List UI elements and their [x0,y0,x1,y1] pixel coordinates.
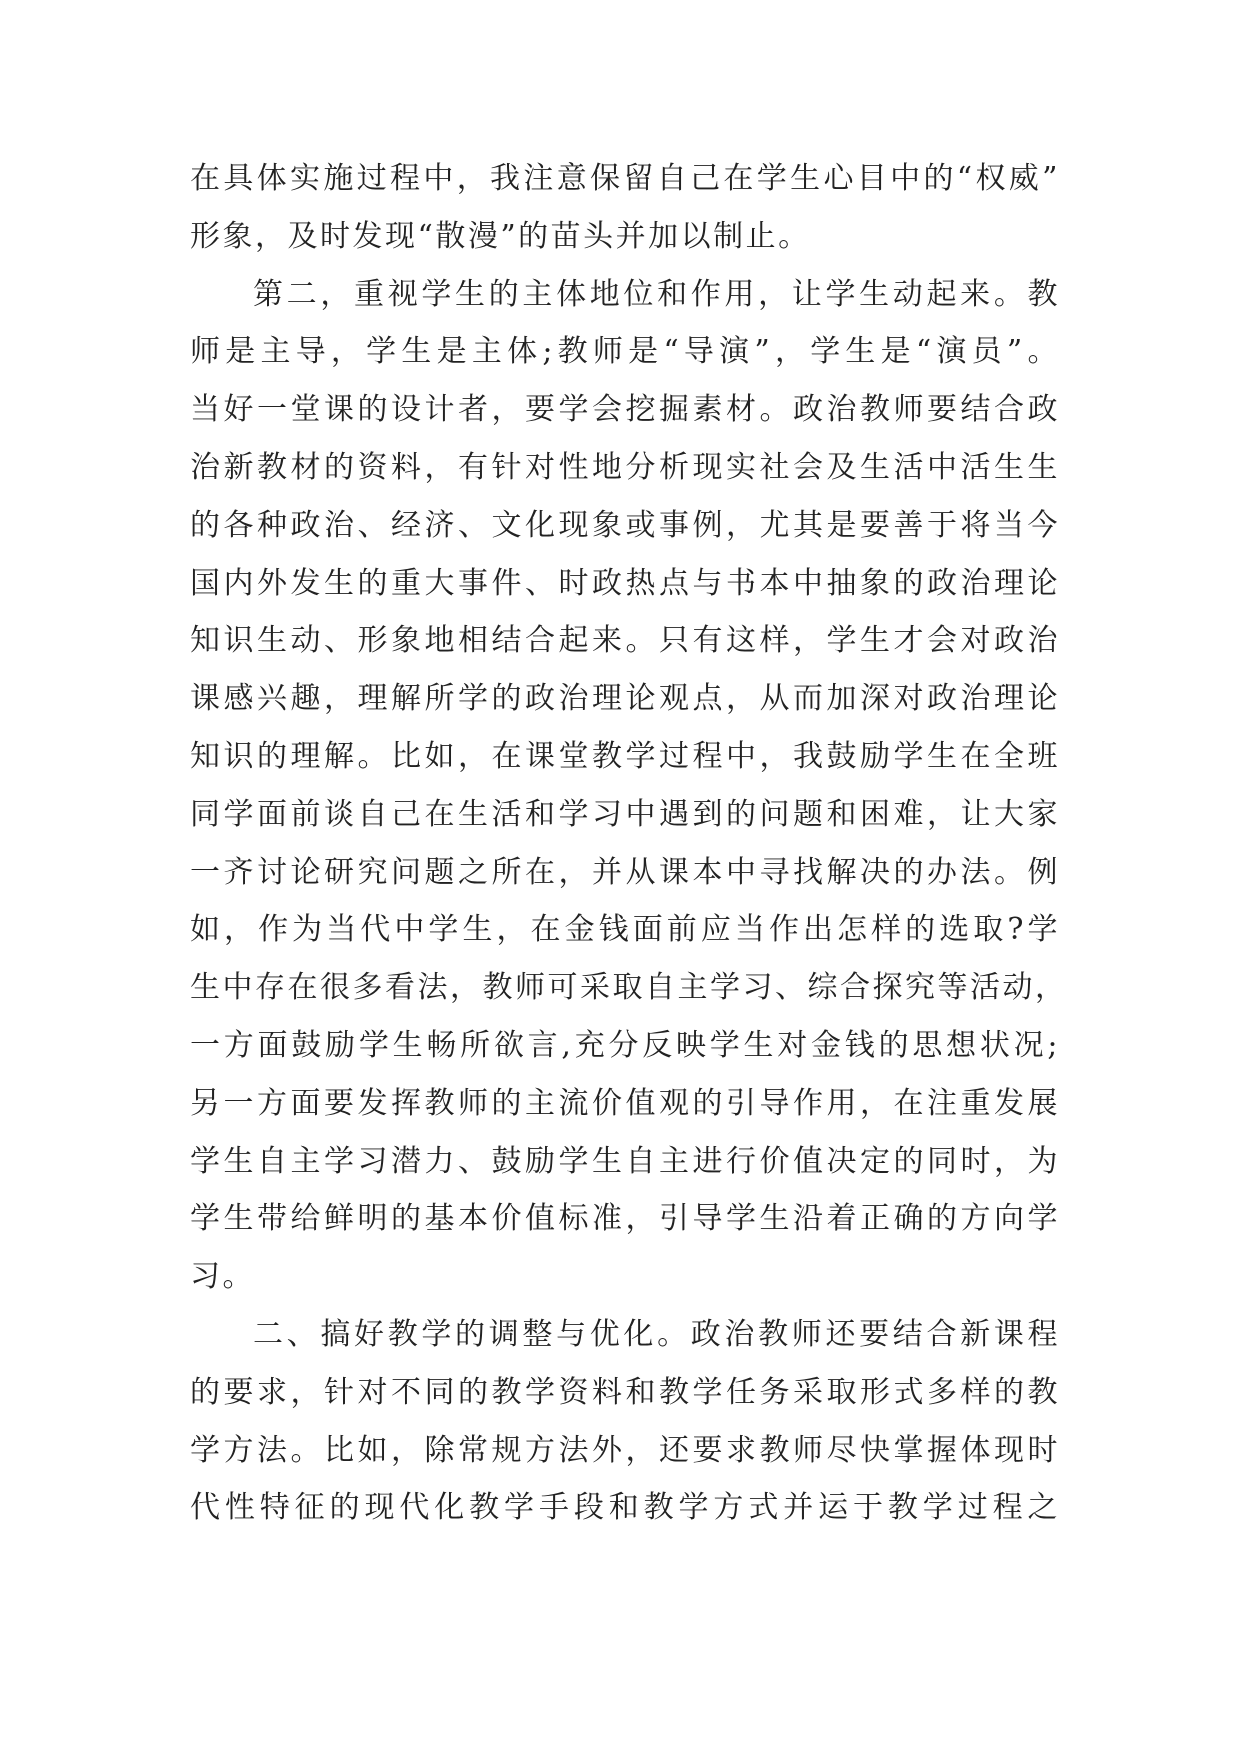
text-line: 的各种政治、经济、文化现象或事例，尤其是要善于将当今 [190,507,1060,543]
text-line: 一方面鼓励学生畅所欲言,充分反映学生对金钱的思想状况; [190,1027,1060,1063]
text-line: 的要求，针对不同的教学资料和教学任务采取形式多样的教 [190,1374,1060,1410]
text-line: 代性特征的现代化教学手段和教学方式并运于教学过程之 [190,1490,1060,1526]
text-line: 形象，及时发现“散漫”的苗头并加以制止。 [190,218,811,254]
text-line: 学生自主学习潜力、鼓励学生自主进行价值决定的同时，为 [190,1143,1060,1179]
text-line: 师是主导，学生是主体;教师是“导演”，学生是“演员”。 [190,334,1060,370]
text-line: 课感兴趣，理解所学的政治理论观点，从而加深对政治理论 [190,681,1060,717]
text-line: 习。 [190,1259,255,1295]
text-line: 同学面前谈自己在生活和学习中遇到的问题和困难，让大家 [190,796,1060,832]
text-line: 知识生动、形象地相结合起来。只有这样，学生才会对政治 [190,623,1060,659]
paragraph-first-line: 第二，重视学生的主体地位和作用，让学生动起来。教 [253,276,1060,312]
text-line: 一齐讨论研究问题之所在，并从课本中寻找解决的办法。例 [190,854,1060,890]
text-line: 生中存在很多看法，教师可采取自主学习、综合探究等活动， [190,970,1068,1006]
body-text [190,150,1068,1537]
text-line: 治新教材的资料，有针对性地分析现实社会及生活中活生生 [190,449,1060,485]
text-line: 学生带给鲜明的基本价值标准，引导学生沿着正确的方向学 [190,1201,1060,1237]
text-line: 如，作为当代中学生，在金钱面前应当作出怎样的选取?学 [190,912,1060,948]
text-line: 当好一堂课的设计者，要学会挖掘素材。政治教师要结合政 [190,392,1060,428]
text-line: 在具体实施过程中，我注意保留自己在学生心目中的“权威” [190,161,1060,196]
text-line: 国内外发生的重大事件、时政热点与书本中抽象的政治理论 [190,565,1060,601]
text-line: 另一方面要发挥教师的主流价值观的引导作用，在注重发展 [190,1085,1060,1121]
paragraph-first-line: 二、搞好教学的调整与优化。政治教师还要结合新课程 [253,1316,1060,1352]
text-line: 学方法。比如，除常规方法外，还要求教师尽快掌握体现时 [190,1432,1060,1468]
text-line: 知识的理解。比如，在课堂教学过程中，我鼓励学生在全班 [190,738,1060,774]
